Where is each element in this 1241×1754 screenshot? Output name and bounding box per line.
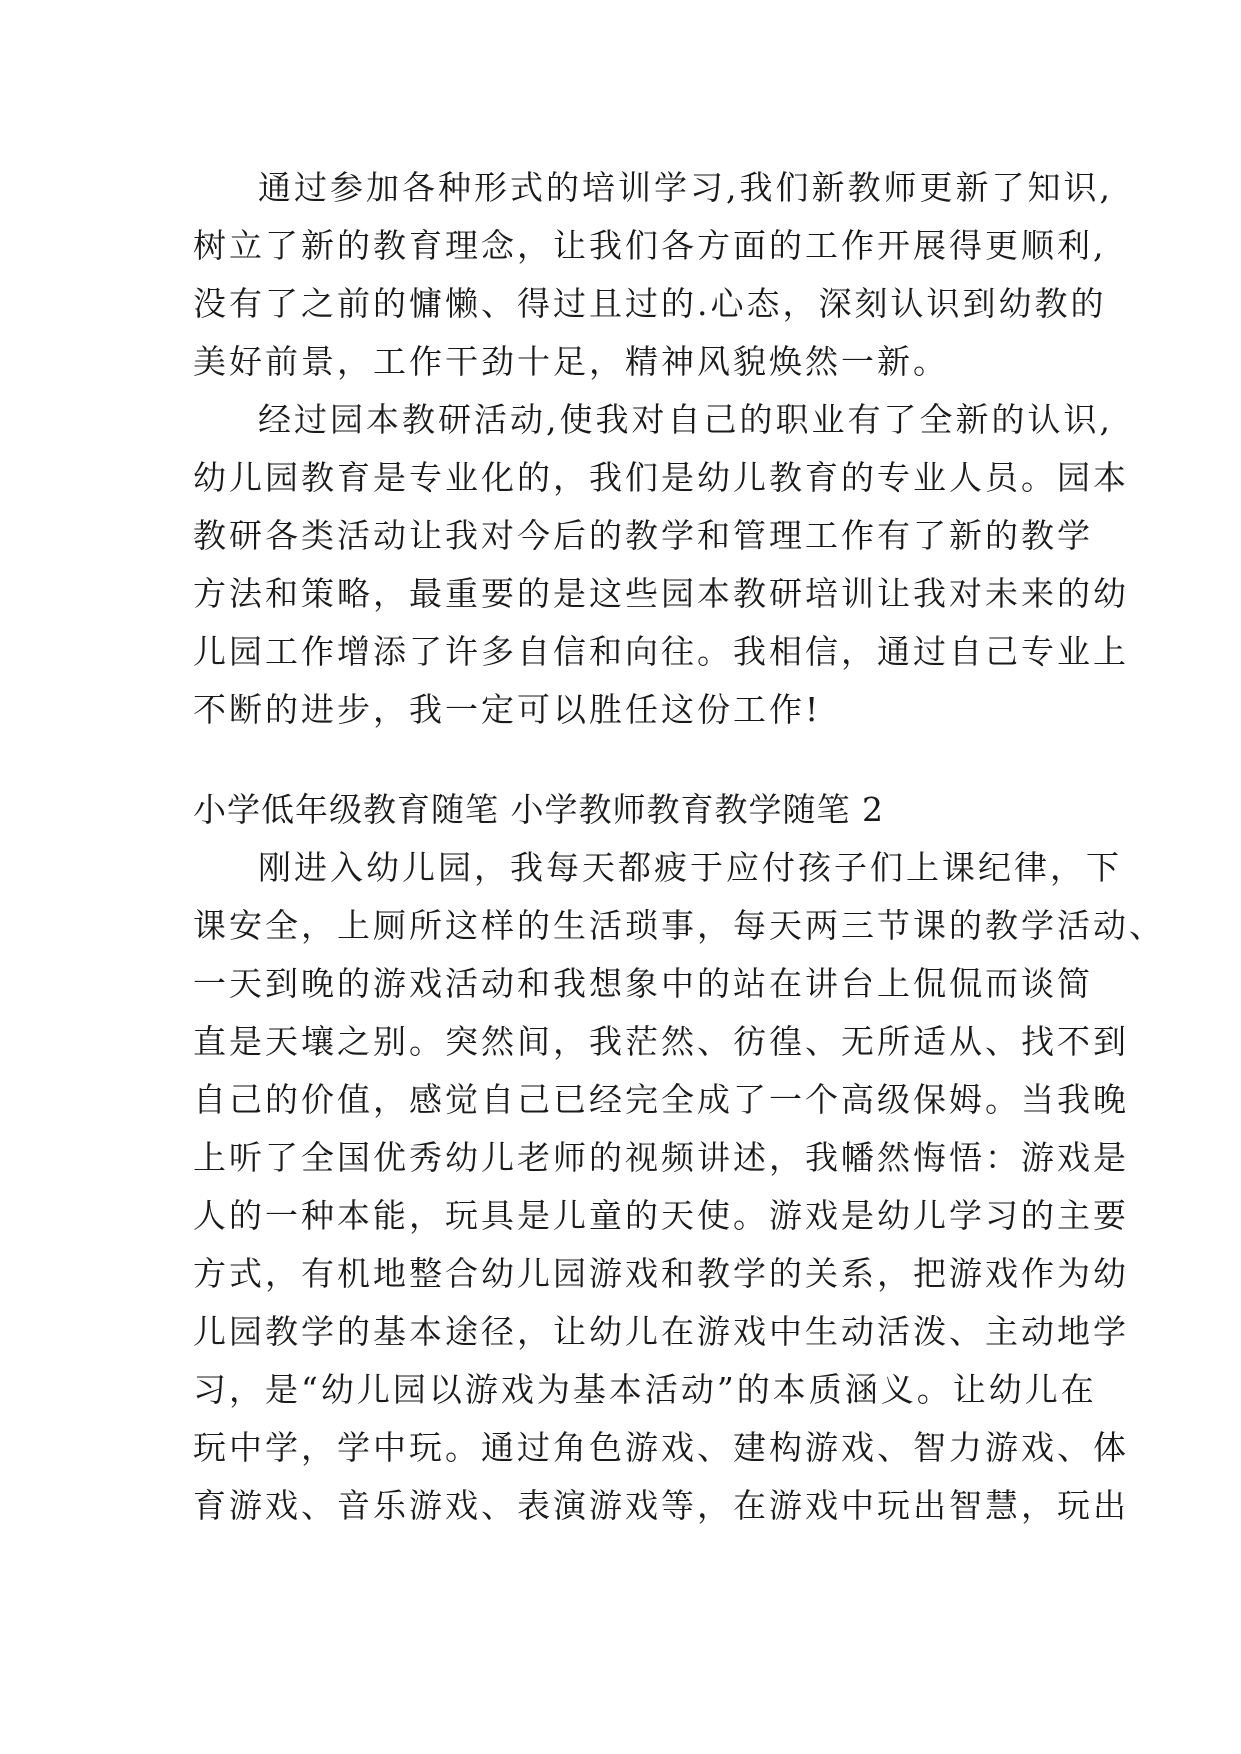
paragraph-line: 通过参加各种形式的培训学习,我们新教师更新了知识, <box>258 168 1113 207</box>
paragraph-line: 美好前景，工作干劲十足，精神风貌焕然一新。 <box>193 342 949 381</box>
paragraph-line: 自己的价值，感觉自己已经完全成了一个高级保姆。当我晚 <box>193 1080 1129 1119</box>
paragraph-line: 不断的进步，我一定可以胜任这份工作! <box>193 690 822 729</box>
paragraph-line: 育游戏、音乐游戏、表演游戏等，在游戏中玩出智慧，玩出 <box>193 1486 1129 1525</box>
paragraph-line: 经过园本教研活动,使我对自己的职业有了全新的认识, <box>258 400 1113 439</box>
paragraph-line: 习，是“幼儿园以游戏为基本活动”的本质涵义。让幼儿在 <box>193 1370 1097 1409</box>
paragraph-line: 方式，有机地整合幼儿园游戏和教学的关系，把游戏作为幼 <box>193 1254 1129 1293</box>
paragraph-line: 没有了之前的慵懒、得过且过的.心态，深刻认识到幼教的 <box>193 284 1107 323</box>
paragraph-line: 直是天壤之别。突然间，我茫然、彷徨、无所适从、找不到 <box>193 1022 1129 1061</box>
paragraph-line: 教研各类活动让我对今后的教学和管理工作有了新的教学 <box>193 516 1093 555</box>
paragraph-line: 儿园工作增添了许多自信和向往。我相信，通过自己专业上 <box>193 632 1129 671</box>
paragraph-line: 一天到晚的游戏活动和我想象中的站在讲台上侃侃而谈简 <box>193 964 1093 1003</box>
paragraph-line: 课安全，上厕所这样的生活琐事，每天两三节课的教学活动、 <box>193 906 1165 945</box>
paragraph-line: 人的一种本能，玩具是儿童的天使。游戏是幼儿学习的主要 <box>193 1196 1129 1235</box>
paragraph-line: 玩中学，学中玩。通过角色游戏、建构游戏、智力游戏、体 <box>193 1428 1129 1467</box>
paragraph-line: 刚进入幼儿园，我每天都疲于应付孩子们上课纪律，下 <box>258 848 1122 887</box>
paragraph-line: 上听了全国优秀幼儿老师的视频讲述，我幡然悔悟：游戏是 <box>193 1138 1129 1177</box>
paragraph-line: 方法和策略，最重要的是这些园本教研培训让我对未来的幼 <box>193 574 1129 613</box>
paragraph-line: 幼儿园教育是专业化的，我们是幼儿教育的专业人员。园本 <box>193 458 1129 497</box>
paragraph-line: 儿园教学的基本途径，让幼儿在游戏中生动活泼、主动地学 <box>193 1312 1129 1351</box>
paragraph-line: 树立了新的教育理念，让我们各方面的工作开展得更顺利, <box>193 226 1107 265</box>
section-heading: 小学低年级教育随笔 小学教师教育教学随笔 2 <box>193 790 884 829</box>
